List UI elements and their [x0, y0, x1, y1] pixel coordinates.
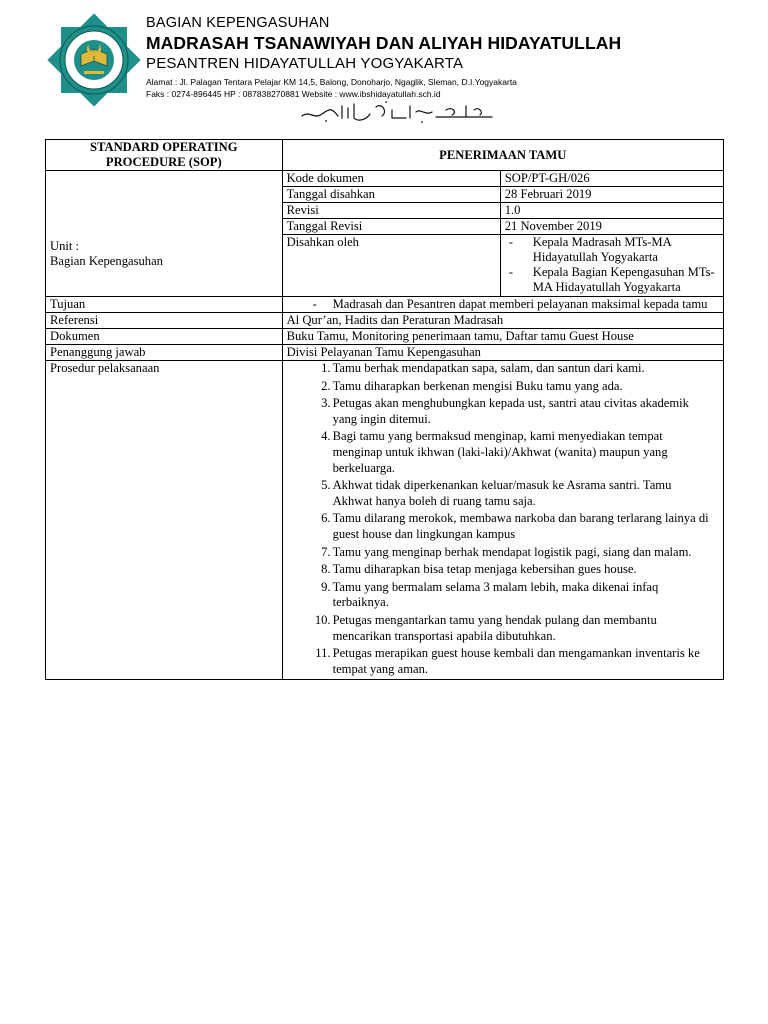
referensi-row — [46, 313, 724, 329]
step-text: Tamu dilarang merokok, membawa narkoba dan barang terlarang lainya di guest house dan lingkungan kampus — [332, 511, 709, 541]
letterhead — [46, 12, 736, 132]
address: Alamat : Jl. Palagan Tentara Pelajar KM 14,5, Balong, Donoharjo, Ngaglik, Sleman, D.I.Yogyakarta — [146, 77, 517, 87]
school-name: MADRASAH TSANAWIYAH DAN ALIYAH HIDAYATULLAH — [146, 33, 622, 53]
step-text: Petugas mengantarkan tamu yang hendak pulang dan membantu mencarikan transportasi apabila dibutuhkan. — [332, 612, 657, 643]
prosedur-step — [287, 562, 709, 578]
sop-subject-cell: PENERIMAAN TAMU — [282, 140, 723, 171]
meta-value: 1.0 — [500, 203, 723, 219]
referensi-label: Referensi — [46, 313, 283, 329]
unit-value: Bagian Kepengasuhan — [50, 253, 163, 268]
step-number: 2. — [321, 378, 331, 393]
step-number: 1. — [321, 361, 331, 375]
step-number: 9. — [321, 579, 331, 594]
step-number: 5. — [321, 478, 331, 493]
step-text: Akhwat tidak diperkenankan keluar/masuk ke Asrama santri. Tamu Akhwat hanya boleh di ruang tamu saja. — [332, 478, 672, 508]
prosedur-step — [287, 478, 709, 509]
penanggung-value: Divisi Pelayanan Tamu Kepengasuhan — [282, 345, 723, 361]
step-number: 7. — [321, 544, 331, 559]
approvers-cell — [500, 235, 723, 297]
meta-row — [46, 171, 724, 187]
step-text: Tamu berhak mendapatkan sapa, salam, dan santun dari kami. — [332, 361, 645, 375]
meta-value: 28 Februari 2019 — [500, 187, 723, 203]
prosedur-label: Prosedur pelaksanaan — [46, 361, 283, 680]
approver-list — [505, 235, 719, 295]
prosedur-step — [287, 545, 709, 561]
dokumen-label: Dokumen — [46, 329, 283, 345]
step-text: Tamu yang bermalam selama 3 malam lebih, maka dikenai infaq terbaiknya. — [332, 579, 659, 610]
tujuan-label: Tujuan — [46, 297, 283, 313]
prosedur-step — [287, 361, 709, 377]
approval-label: Disahkan oleh — [282, 235, 500, 297]
meta-label: Kode dokumen — [282, 171, 500, 187]
step-number: 6. — [321, 511, 331, 526]
penanggung-label: Penanggung jawab — [46, 345, 283, 361]
prosedur-step — [287, 379, 709, 395]
step-number: 3. — [321, 396, 331, 411]
approver-item: - Kepala Bagian Kepengasuhan MTs-MA Hidayatullah Yogyakarta — [505, 265, 719, 295]
sop-title-cell: STANDARD OPERATING PROCEDURE (SOP) — [46, 140, 283, 171]
meta-label: Revisi — [282, 203, 500, 219]
prosedur-step — [287, 580, 709, 611]
meta-value: SOP/PT-GH/026 — [500, 171, 723, 187]
basmalah-calligraphy — [296, 98, 496, 124]
dokumen-value: Buku Tamu, Monitoring penerimaan tamu, Daftar tamu Guest House — [282, 329, 723, 345]
school-logo — [46, 12, 142, 108]
tujuan-value: - Madrasah dan Pesantren dapat memberi pelayanan maksimal kepada tamu — [287, 297, 719, 312]
sop-table — [45, 139, 724, 680]
step-text: Tamu diharapkan bisa tetap menjaga kebersihan gues house. — [332, 562, 637, 577]
prosedur-list — [287, 361, 709, 677]
step-text: Bagi tamu yang bermaksud menginap, kami menyediakan tempat menginap untuk ikhwan (laki-laki)/Akhwat (wanita) maupun yang berkeluarga. — [332, 429, 668, 475]
penanggung-row — [46, 345, 724, 361]
pesantren-name: PESANTREN HIDAYATULLAH YOGYAKARTA — [146, 55, 464, 72]
meta-value: 21 November 2019 — [500, 219, 723, 235]
step-number: 11. — [315, 646, 331, 661]
prosedur-step — [287, 613, 709, 644]
prosedur-step — [287, 646, 709, 677]
meta-label: Tanggal Revisi — [282, 219, 500, 235]
tujuan-cell — [282, 297, 723, 313]
step-number: 8. — [321, 562, 331, 577]
step-number: 10. — [314, 612, 331, 627]
department-name: BAGIAN KEPENGASUHAN — [146, 15, 330, 31]
meta-label: Tanggal disahkan — [282, 187, 500, 203]
step-text: Tamu yang menginap berhak mendapat logistik pagi, siang dan malam. — [332, 544, 692, 559]
prosedur-row — [46, 361, 724, 680]
sop-header-row — [46, 140, 724, 171]
contact-info: Faks : 0274-896445 HP : 087838270881 Website : www.ibshidayatullah.sch.id — [146, 89, 441, 99]
prosedur-step — [287, 511, 709, 542]
unit-cell — [46, 171, 283, 297]
step-number: 4. — [321, 429, 331, 444]
prosedur-cell — [282, 361, 723, 680]
referensi-value: Al Qur’an, Hadits dan Peraturan Madrasah — [282, 313, 723, 329]
unit-label: Unit : — [50, 238, 80, 253]
prosedur-step — [287, 429, 709, 476]
step-text: Petugas merapikan guest house kembali dan mengamankan inventaris ke tempat yang aman. — [332, 646, 700, 676]
step-text: Tamu diharapkan berkenan mengisi Buku tamu yang ada. — [332, 378, 623, 393]
step-text: Petugas akan menghubungkan kepada ust, santri atau civitas akademik yang ingin ditemui. — [332, 396, 689, 426]
prosedur-step — [287, 396, 709, 427]
approver-item: - Kepala Madrasah MTs-MA Hidayatullah Yogyakarta — [505, 235, 719, 265]
tujuan-row — [46, 297, 724, 313]
dokumen-row — [46, 329, 724, 345]
letterhead-text — [146, 14, 736, 100]
